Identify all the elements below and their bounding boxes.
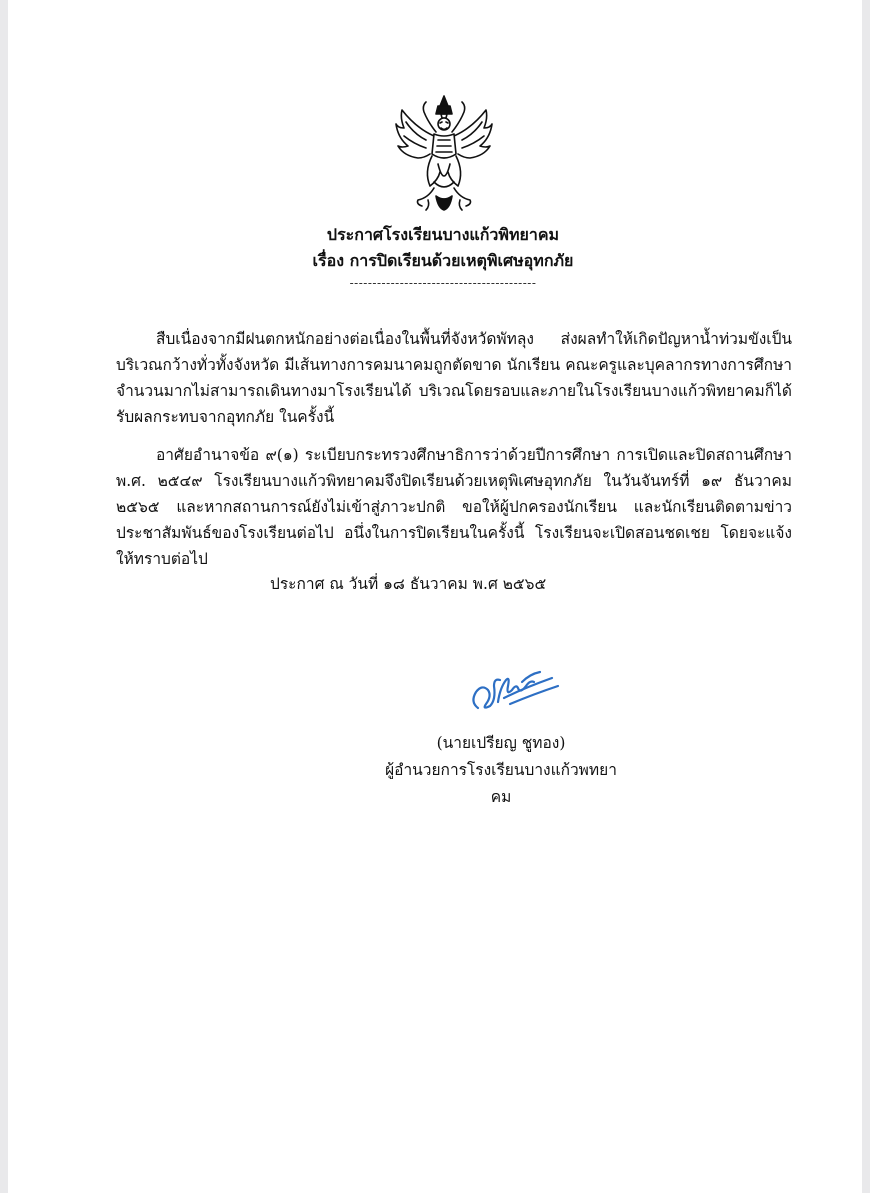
announcement-date: ประกาศ ณ วันที่ ๑๘ ธันวาคม พ.ศ ๒๕๖๕ [270,575,547,593]
announcement-title: ประกาศโรงเรียนบางแก้วพิทยาคม [326,225,560,244]
signer-position: ผู้อำนวยการโรงเรียนบางแก้วพทยาคม [385,761,617,806]
garuda-emblem-icon [394,92,494,214]
signature-block [376,730,626,811]
announcement-subject: เรื่อง การปิดเรียนด้วยเหตุพิเศษอุทกภัย [312,251,574,270]
body-paragraph-2: อาศัยอำนาจข้อ ๙(๑) ระเบียบกระทรวงศึกษาธิการว่าด้วยปีการศึกษา การเปิดและปิดสถานศึกษา พ.ศ. ๒๕๔๙ โรงเรียนบางแก้วพิทยาคมจึงปิดเรียนด้วยเหตุพิเศษอุทกภัย ในวันจันทร์ที่ ๑๙ ธันวาคม ๒๕๖๕ และหากสถานการณ์ยังไม่เข้าสู่ภาวะปกติ ขอให้ผู้ปกครองนักเรียน และนักเรียนติดตามข่าวประชาสัมพันธ์ของโรงเรียนต่อไป อนึ่งในการปิดเรียนในครั้งนี้ โรงเรียนจะเปิดสอนชดเชย โดยจะแจ้งให้ทราบต่อไป [116,445,792,568]
signer-name: (นายเปรียญ ชูทอง) [436,734,566,752]
title-divider: ----------------------------------------- [349,276,537,290]
body-paragraph-1: สืบเนื่องจากมีฝนตกหนักอย่างต่อเนื่องในพื้นที่จังหวัดพัทลุง ส่งผลทำให้เกิดปัญหาน้ำท่วมขังเป็นบริเวณกว้างทั่วทั้งจังหวัด มีเส้นทางการคมนาคมถูกตัดขาด นักเรียน คณะครูและบุคลากรทางการศึกษาจำนวนมากไม่สามารถเดินทางมาโรงเรียนได้ บริเวณโดยรอบและภายในโรงเรียนบางแก้วพิทยาคมก็ได้รับผลกระทบจากอุทกภัย ในครั้งนี้ [116,329,792,426]
document-page [8,0,862,1193]
handwritten-signature-icon [464,658,564,712]
